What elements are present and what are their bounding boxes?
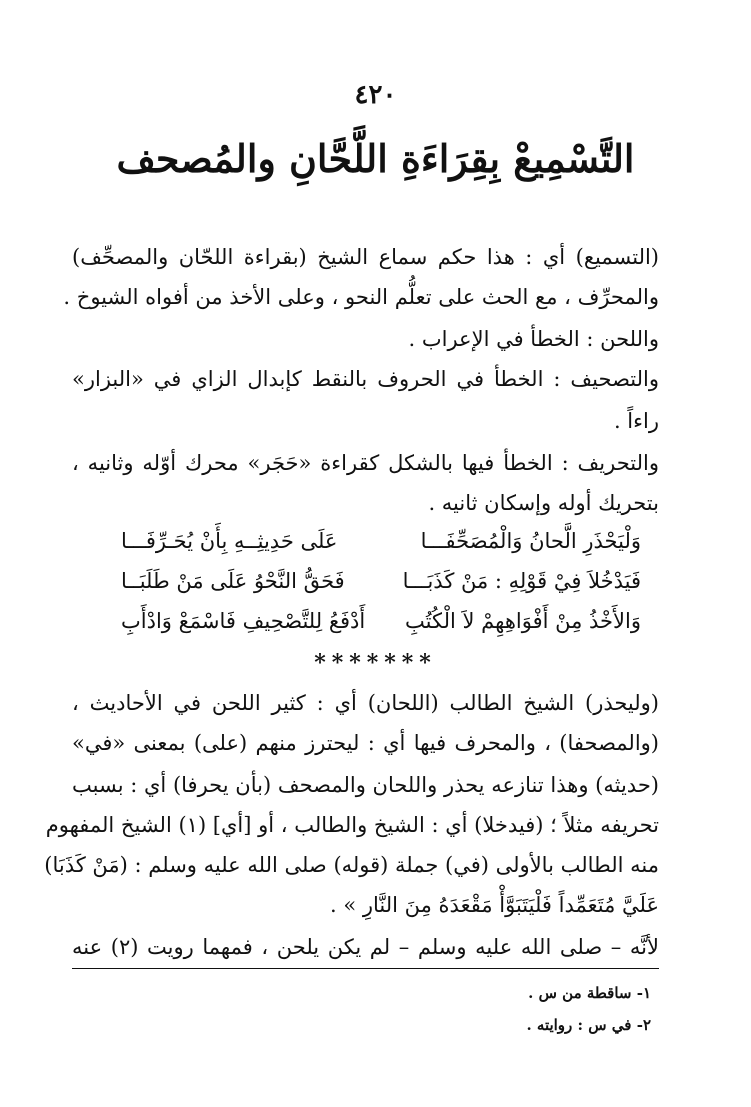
page-number: ٤٢٠: [354, 80, 397, 110]
commentary-line: (والمصحفا) ، والمحرف فيها أي : ليحترز منهم (على) بمعنى «في»: [72, 731, 659, 755]
footnote: ٢- في س : روايته .: [526, 1016, 651, 1034]
verse-second-hemistich: أَدْفَعُ لِلتَّصْحِيفِ فَاسْمَعْ وَادْأَبِ: [121, 609, 366, 633]
chapter-title: التَّسْمِيعْ بِقِرَاءَةِ اللَّحَّانِ والمُصحف: [116, 136, 635, 181]
verse-first-hemistich: وَالأَخْذُ مِنْ أَفْوَاهِهِمْ لاَ الْكُتُبِ: [405, 609, 641, 633]
verse-second-hemistich: فَحَقُّ النَّحْوُ عَلَى مَنْ طَلَبَــا: [121, 569, 345, 593]
paragraph-line: راءاً .: [613, 409, 659, 433]
verse-line: [121, 566, 641, 596]
paragraph-line: والتحريف : الخطأ فيها بالشكل كقراءة «حَجَر» محرك أوّله وثانيه ،: [72, 451, 659, 475]
footnote-divider: [72, 968, 659, 969]
commentary-line: لأنَّه – صلى الله عليه وسلم – لم يكن يلحن ، فمهما رويت (٢) عنه: [72, 935, 659, 959]
section-separator: *******: [314, 650, 437, 676]
commentary-line: تحريفه مثلاً ؛ (فيدخلا) أي : الشيخ والطالب ، أو [أي] (١) الشيخ المفهوم: [45, 813, 659, 837]
verse-line: [121, 526, 641, 556]
verse-second-hemistich: عَلَى حَدِيثِــهِ بِأَنْ يُحَـرِّفَـــا: [121, 529, 338, 553]
commentary-line: (وليحذر) الشيخ الطالب (اللحان) أي : كثير اللحن في الأحاديث ،: [72, 691, 659, 715]
paragraph-line: واللحن : الخطأ في الإعراب .: [408, 327, 659, 351]
commentary-line: عَلَيَّ مُتَعَمِّداً فَلْيَتَبَوَّأْ مَقْعَدَهُ مِنَ النَّارِ » .: [329, 893, 659, 917]
paragraph-line: والمحرِّف ، مع الحث على تعلُّم النحو ، وعلى الأخذ من أفواه الشيوخ .: [63, 285, 659, 309]
paragraph-line: (التسميع) أي : هذا حكم سماع الشيخ (بقراءة اللحّان والمصحِّف): [72, 245, 659, 269]
footnote: ١- ساقطة من س .: [528, 984, 651, 1002]
commentary-line: (حديثه) وهذا تنازعه يحذر واللحان والمصحف (بأن يحرفا) أي : بسبب: [72, 773, 659, 797]
paragraph-line: بتحريك أوله وإسكان ثانيه .: [428, 491, 659, 515]
paragraph-line: والتصحيف : الخطأ في الحروف بالنقط كإبدال الزاي في «البزار»: [72, 367, 659, 391]
verse-first-hemistich: وَلْيَحْذَرِ الَّحانُ وَالْمُصَحِّفَـــا: [420, 529, 641, 553]
verse-line: [121, 606, 641, 636]
verse-first-hemistich: فَيَدْخُلاَ فِيْ قَوْلِهِ : مَنْ كَذَبَـــا: [402, 569, 641, 593]
commentary-line: منه الطالب بالأولى (في) جملة (قوله) صلى الله عليه وسلم : (مَنْ كَذَبَا): [44, 853, 659, 877]
